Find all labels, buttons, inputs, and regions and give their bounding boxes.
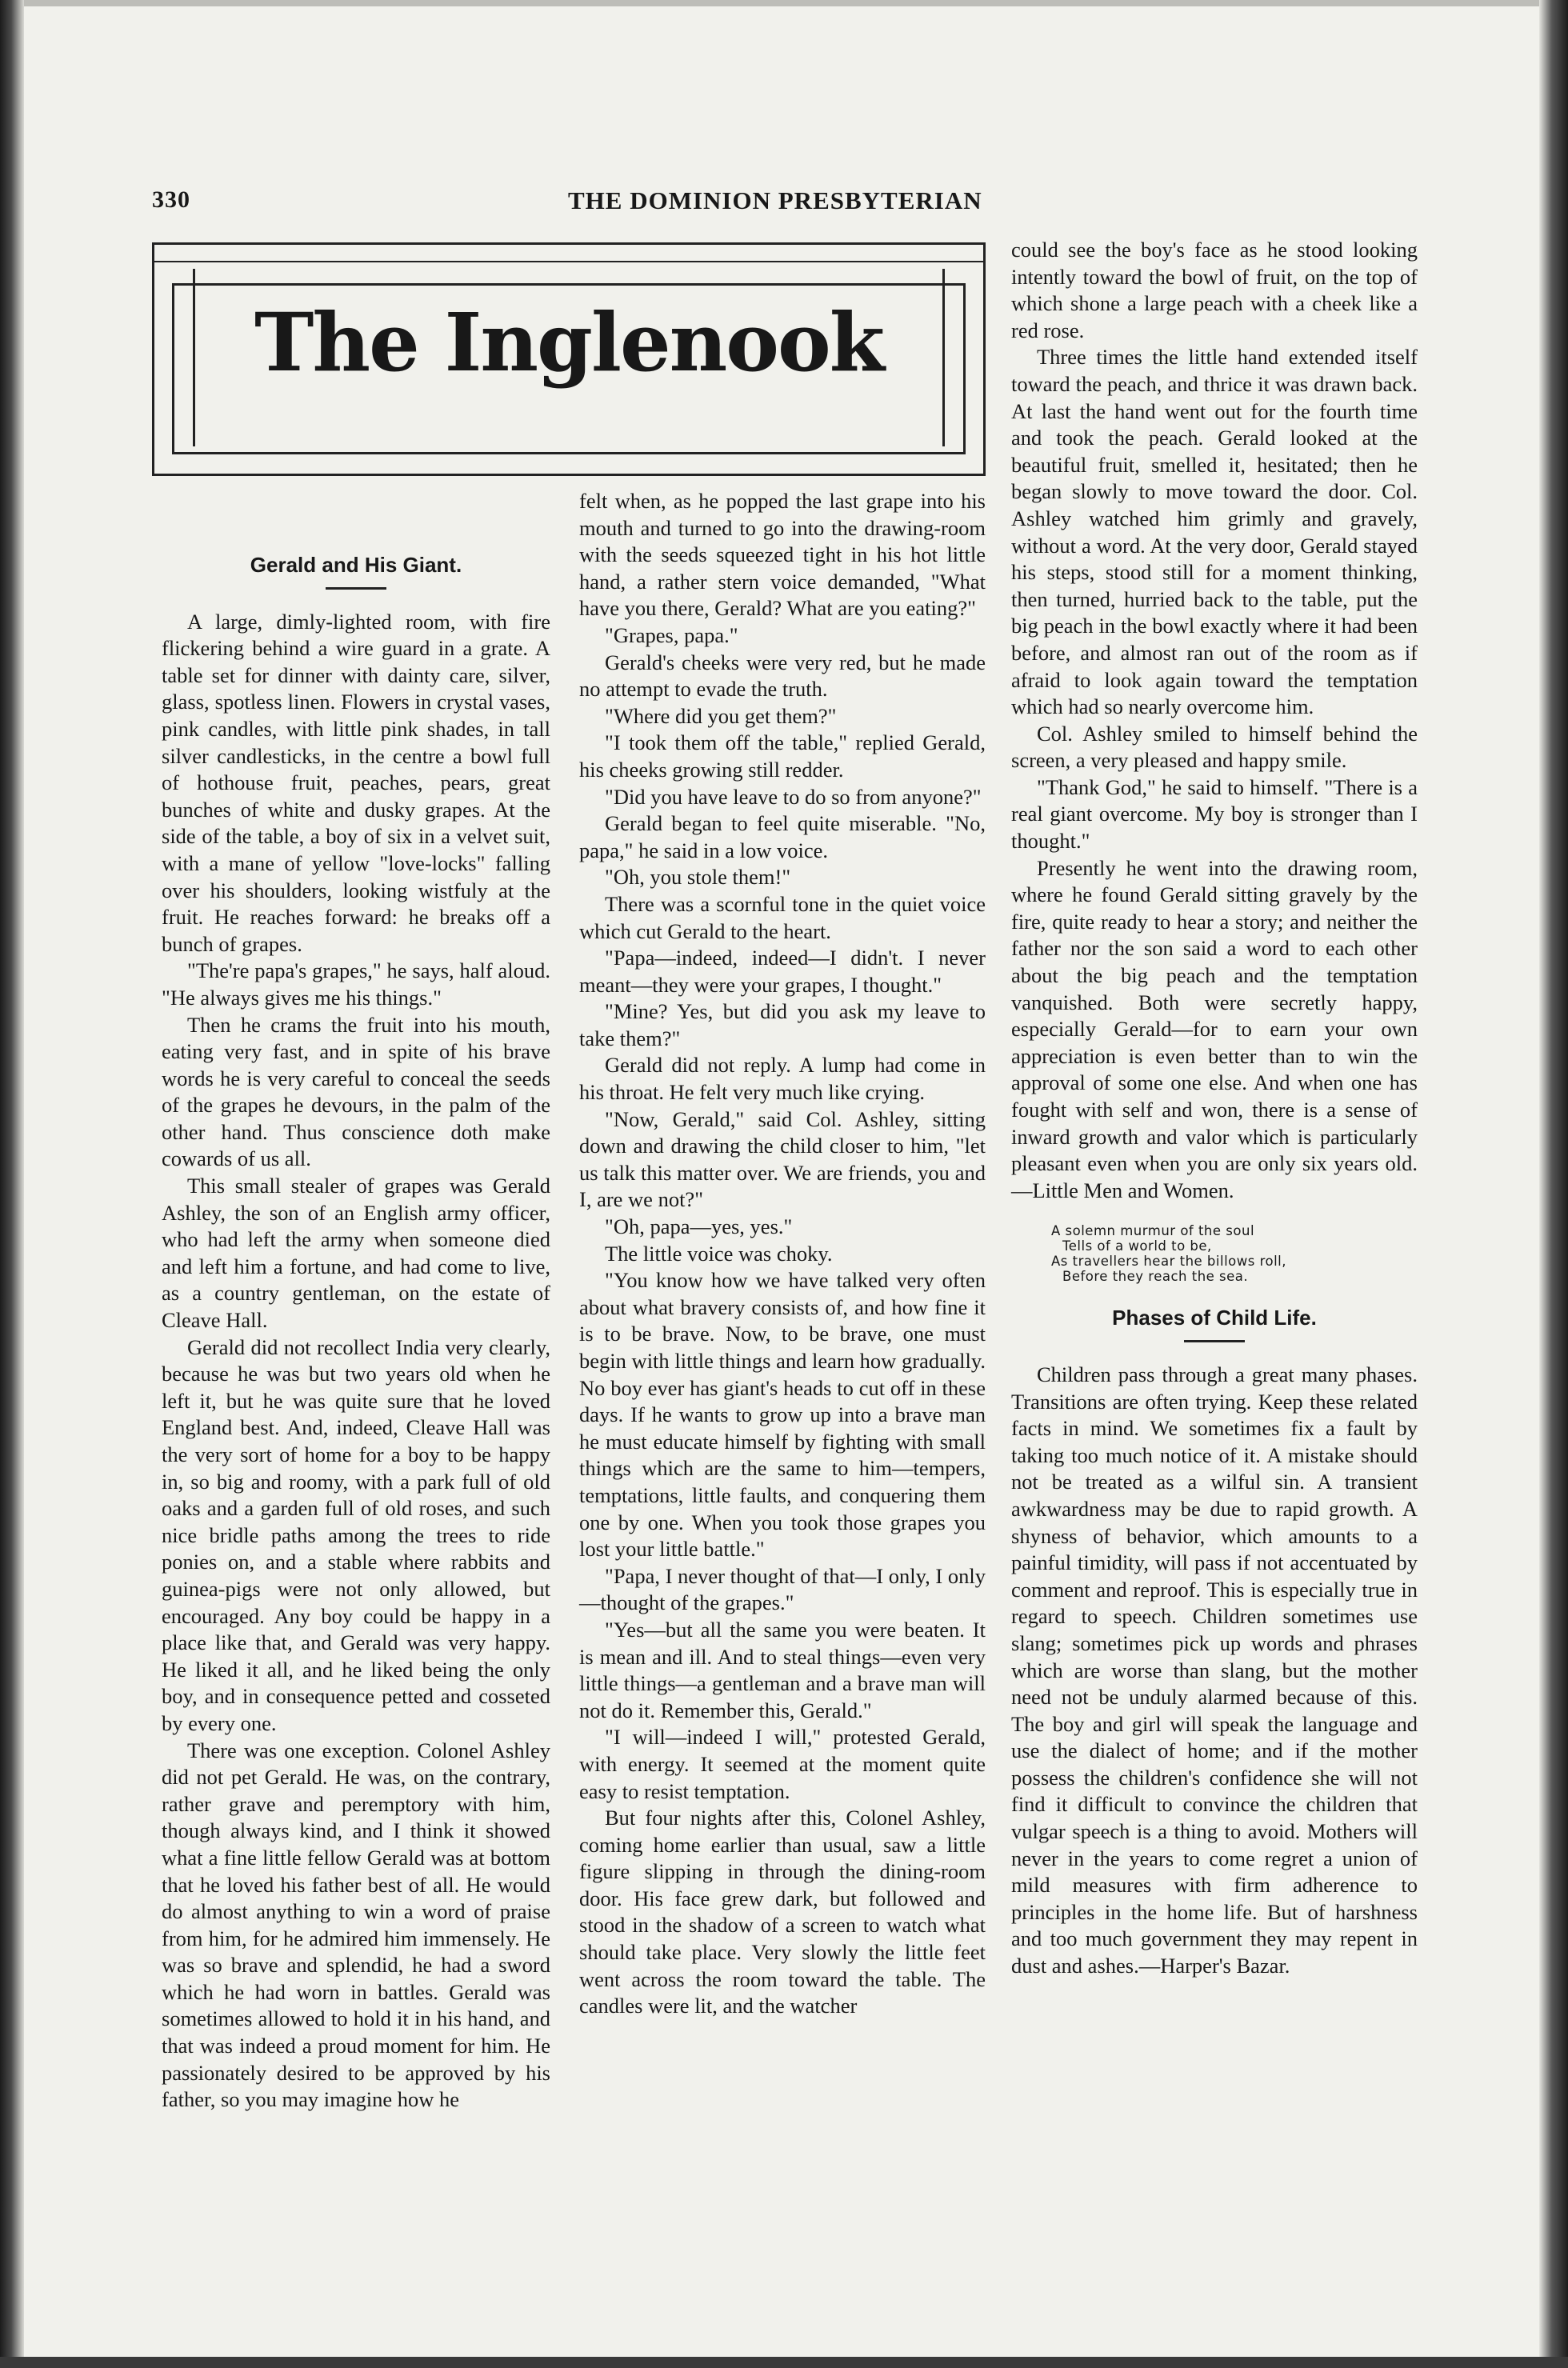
paragraph: The little voice was choky. — [605, 1241, 833, 1266]
paragraph: Gerald began to feel quite miserable. "No, papa," he said in a low voice. — [579, 811, 986, 862]
paragraph: Then he crams the fruit into his mouth, eating very fast, and in spite of his brave words he is very careful to conceal the seeds of the grapes he devours, in the palm of the other hand. Thus conscience doth make cowards of us all. — [162, 1012, 550, 1171]
section-title: The Inglenook — [254, 295, 883, 390]
paragraph: "The're papa's grapes," he says, half aloud. "He always gives me his things." — [162, 958, 550, 1010]
paragraph: felt when, as he popped the last grape into his mouth and turned to go into the drawing-room with the seeds squeezed tight in his hot little hand, a rather stern voice demanded, "What have you there, Gerald? What are you eating?" — [579, 489, 986, 621]
paragraph: Gerald did not recollect India very clearly, because he was but two years old when he left it, but he was quite sure that he loved England best. And, indeed, Cleave Hall was the very sort of home for a boy to be happy in, so big and roomy, with a park full of old oaks and a garden full of old roses, and such nice bridle paths among the trees to ride ponies on, and a stable where rabbits and guinea-pigs were not only allowed, but encouraged. Any boy could be happy in a place like that, and Gerald was very happy. He liked it all, and he liked being the only boy, and in consequence petted and cosseted by every one. — [162, 1334, 550, 1735]
page-number: 330 — [152, 186, 190, 213]
paragraph: "Mine? Yes, but did you ask my leave to take them?" — [579, 999, 986, 1050]
paragraph: could see the boy's face as he stood looking intently toward the bowl of fruit, on the top of which shone a large peach with a cheek like a red rose. — [1011, 238, 1418, 342]
column-2 — [579, 488, 986, 2020]
paragraph: There was a scornful tone in the quiet voice which cut Gerald to the heart. — [579, 891, 986, 943]
article-title: Phases of Child Life. — [1112, 1306, 1317, 1330]
paragraph: "I took them off the table," replied Gerald, his cheeks growing still redder. — [579, 730, 986, 782]
paragraph: "Oh, you stole them!" — [605, 865, 791, 890]
scan-edge-left — [0, 0, 24, 2368]
scan-edge-bottom — [0, 2357, 1568, 2368]
column-1 — [162, 552, 550, 2114]
paragraph: A large, dimly-lighted room, with fire flickering behind a wire guard in a grate. A table set for dinner with dainty care, silver, glass, spotless linen. Flowers in crystal vases, pink candles, with little pink shades, in tall silver candlesticks, in the centre a bowl full of hothouse fruit, peaches, pears, great bunches of white and dusky grapes. At the side of the table, a boy of six in a velvet suit, with a mane of yellow "love-locks" falling over his shoulders, looking wistfuly at the fruit. He reaches forward: he breaks off a bunch of grapes. — [162, 609, 550, 956]
paragraph: "Thank God," he said to himself. "There is a real giant overcome. My boy is stronger than I thought." — [1011, 774, 1418, 854]
scan-edge-right — [1539, 0, 1568, 2368]
title-rule — [1184, 1340, 1245, 1342]
article-title: Gerald and His Giant. — [250, 553, 462, 577]
running-head: THE DOMINION PRESBYTERIAN — [568, 186, 982, 214]
title-box-rule — [154, 261, 983, 262]
title-rule — [326, 587, 386, 590]
paragraph: Gerald's cheeks were very red, but he made no attempt to evade the truth. — [579, 650, 986, 702]
paragraph: But four nights after this, Colonel Ashley, coming home earlier than usual, saw a little figure slipping in through the dining-room door. His face grew dark, but followed and stood in the shadow of a screen to watch what should take place. Very slowly the little feet went across the room toward the table. The candles were lit, and the watcher — [579, 1806, 986, 2018]
scan-edge-top — [0, 0, 1568, 6]
paragraph: There was one exception. Colonel Ashley did not pet Gerald. He was, on the contrary, rather grave and peremptory with him, though always kind, and I think it showed what a fine little fellow Gerald was at bottom that he loved his father best of all. He would do almost anything to win a word of praise from him, for he admired him immensely. He was so brave and splendid, he had a sword which he had worn in battles. Gerald was sometimes allowed to hold it in his hand, and that was indeed a proud moment for him. He passionately desired to be approved by his father, so you may imagine how he — [162, 1738, 550, 2112]
paragraph: "I will—indeed I will," protested Gerald, with energy. It seemed at the moment quite easy to resist temptation. — [579, 1725, 986, 1803]
paragraph: Three times the little hand extended itself toward the peach, and thrice it was drawn back. At last the hand went out for the fourth time and took the peach. Gerald looked at the beautiful fruit, smelled it, hesitated; then he began slowly to move toward the door. Col. Ashley watched him grimly and gravely, without a word. At the very door, Gerald stayed his steps, stood still for a moment thinking, then turned, hurried back to the table, put the big peach in the bowl exactly where it had been before, and almost ran out of the room as if afraid to look again toward the temptation which had so nearly overcome him. — [1011, 345, 1418, 719]
paragraph: "Papa—indeed, indeed—I didn't. I never meant—they were your grapes, I thought." — [579, 946, 986, 997]
paragraph: "Where did you get them?" — [605, 703, 837, 728]
paragraph: Children pass through a great many phases. Transitions are often trying. Keep these related facts in mind. We sometimes fix a fault by taking too much notice of it. A mistake should not be treated as a wilful sin. A transient awkwardness may be due to rapid growth. A shyness of behavior, which amounts to a painful timidity, will pass if not accentuated by comment and reproof. This is especially true in regard to speech. Children sometimes use slang; sometimes pick up words and phrases which are worse than slang, but the mother need not be unduly alarmed because of this. The boy and girl will speak the language and use the dialect of home; and if the mother possess the children's confidence she will not find it difficult to convince the children that vulgar speech is a thing to avoid. Mothers will never in the years to come regret a union of mild measures with firm adherence to principles in the home life. But of harshness and too much government they may repent in dust and ashes.—Harper's Bazar. — [1011, 1362, 1418, 1978]
poem-line: Tells of a world to be, — [1062, 1238, 1212, 1254]
paragraph: "Now, Gerald," said Col. Ashley, sitting down and drawing the child closer to him, "let us talk this matter over. We are friends, you and I, are we not?" — [579, 1106, 986, 1212]
paragraph: Gerald did not reply. A lump had come in his throat. He felt very much like crying. — [579, 1053, 986, 1105]
paragraph: "Did you have leave to do so from anyone?" — [605, 784, 982, 809]
poem-line: A solemn murmur of the soul — [1051, 1223, 1255, 1239]
paragraph: "Papa, I never thought of that—I only, I only—thought of the grapes." — [579, 1563, 986, 1615]
section-title-box — [152, 242, 986, 476]
poem-line: Before they reach the sea. — [1062, 1269, 1249, 1285]
column-3 — [1011, 237, 1418, 1980]
poem-line: As travellers hear the billows roll, — [1051, 1254, 1287, 1270]
paragraph: "Grapes, papa." — [605, 622, 738, 647]
paragraph: "You know how we have talked very often about what bravery consists of, and how fine it is to be brave. Now, to be brave, one must begin with little things and learn how gradually. No boy ever has giant's heads to cut off in these days. If he wants to grow up into a brave man he must educate himself by fighting with small things which are the same to him—tempers, temptations, little faults, and conquering them one by one. When you took those grapes you lost your little battle." — [579, 1268, 986, 1562]
paragraph: "Yes—but all the same you were beaten. It is mean and ill. And to steal things—even very little things—a gentleman and a brave man will not do it. Remember this, Gerald." — [579, 1617, 986, 1722]
paragraph: Presently he went into the drawing room, where he found Gerald sitting gravely by the fire, quite ready to hear a story; and neither the father nor the son said a word to each other about the big peach and the temptation vanquished. Both were secretly happy, especially Gerald—for to earn your own appreciation is even better than to win the approval of some one else. And when one has fought with self and won, there is a sense of inward growth and valor which is particularly pleasant even when you are only six years old.—Little Men and Women. — [1011, 855, 1418, 1202]
paragraph: This small stealer of grapes was Gerald Ashley, the son of an English army officer, who had left the army when someone died and left him a fortune, and had come to live, as a country gentleman, on the estate of Cleave Hall. — [162, 1174, 550, 1333]
paragraph: "Oh, papa—yes, yes." — [605, 1214, 793, 1239]
poem-verse — [1051, 1223, 1418, 1284]
page-header — [152, 186, 992, 218]
paragraph: Col. Ashley smiled to himself behind the screen, a very pleased and happy smile. — [1011, 721, 1418, 773]
